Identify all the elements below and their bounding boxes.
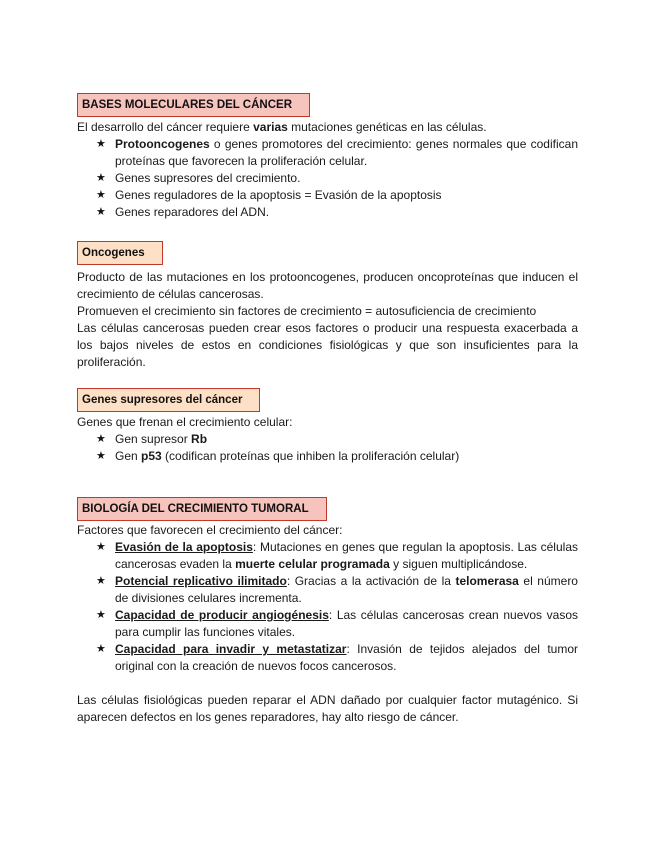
bullet-list-supresores bbox=[77, 431, 578, 465]
oncogenes-paragraph-3: Las células cancerosas pueden crear esos factores o producir una respuesta exacerbada a los bajos niveles de estos en condiciones fisiológicas y que son insuficientes para la proliferación. bbox=[77, 321, 578, 369]
star-bullet-icon: ★ bbox=[96, 138, 106, 150]
star-bullet-icon: ★ bbox=[96, 206, 106, 218]
list-item: ★ Protooncogenes o genes promotores del crecimiento: genes normales que codifican proteínas que favorecen la proliferación celular. bbox=[96, 137, 578, 168]
oncogenes-paragraph-1: Producto de las mutaciones en los protooncogenes, producen oncoproteínas que inducen el crecimiento de células cancerosas. bbox=[77, 270, 578, 301]
document-page bbox=[77, 93, 578, 726]
bullet-list-factores bbox=[77, 539, 578, 675]
list-item: ★ Evasión de la apoptosis: Mutaciones en genes que regulan la apoptosis. Las células cancerosas evaden la muerte celular programada y siguen multiplicándose. bbox=[96, 540, 578, 571]
star-bullet-icon: ★ bbox=[96, 541, 106, 553]
supresores-intro: Genes que frenan el crecimiento celular: bbox=[77, 415, 293, 429]
heading-bases-moleculares: BASES MOLECULARES DEL CÁNCER bbox=[77, 93, 310, 117]
star-bullet-icon: ★ bbox=[96, 575, 106, 587]
list-item: ★ Genes reguladores de la apoptosis = Evasión de la apoptosis bbox=[96, 188, 442, 202]
star-bullet-icon: ★ bbox=[96, 433, 106, 445]
star-bullet-icon: ★ bbox=[96, 450, 106, 462]
intro-paragraph: El desarrollo del cáncer requiere varias mutaciones genéticas en las células. bbox=[77, 120, 487, 134]
heading-oncogenes: Oncogenes bbox=[77, 241, 163, 265]
bullet-list-genes bbox=[77, 136, 578, 221]
oncogenes-paragraph-2: Promueven el crecimiento sin factores de crecimiento = autosuficiencia de crecimiento bbox=[77, 304, 537, 318]
star-bullet-icon: ★ bbox=[96, 172, 106, 184]
closing-paragraph: Las células fisiológicas pueden reparar el ADN dañado por cualquier factor mutagénico. Si aparecen defectos en los genes reparadores, hay alto riesgo de cáncer. bbox=[77, 693, 578, 724]
list-item: ★ Genes reparadores del ADN. bbox=[96, 205, 270, 219]
list-item: ★ Capacidad de producir angiogénesis: Las células cancerosas crean nuevos vasos para cumplir las funciones vitales. bbox=[96, 608, 578, 639]
list-item: ★ Gen p53 (codifican proteínas que inhiben la proliferación celular) bbox=[96, 449, 460, 463]
list-item: ★ Capacidad para invadir y metastatizar: Invasión de tejidos alejados del tumor original con la creación de nuevos focos cancerosos. bbox=[96, 642, 578, 673]
list-item: ★ Potencial replicativo ilimitado: Gracias a la activación de la telomerasa el número de divisiones celulares incrementa. bbox=[96, 574, 578, 605]
heading-genes-supresores: Genes supresores del cáncer bbox=[77, 388, 260, 412]
list-item: ★ Gen supresor Rb bbox=[96, 432, 208, 446]
biologia-intro: Factores que favorecen el crecimiento del cáncer: bbox=[77, 523, 343, 537]
heading-biologia-crecimiento: BIOLOGÍA DEL CRECIMIENTO TUMORAL bbox=[77, 497, 327, 521]
star-bullet-icon: ★ bbox=[96, 189, 106, 201]
list-item: ★ Genes supresores del crecimiento. bbox=[96, 171, 301, 185]
star-bullet-icon: ★ bbox=[96, 609, 106, 621]
star-bullet-icon: ★ bbox=[96, 643, 106, 655]
